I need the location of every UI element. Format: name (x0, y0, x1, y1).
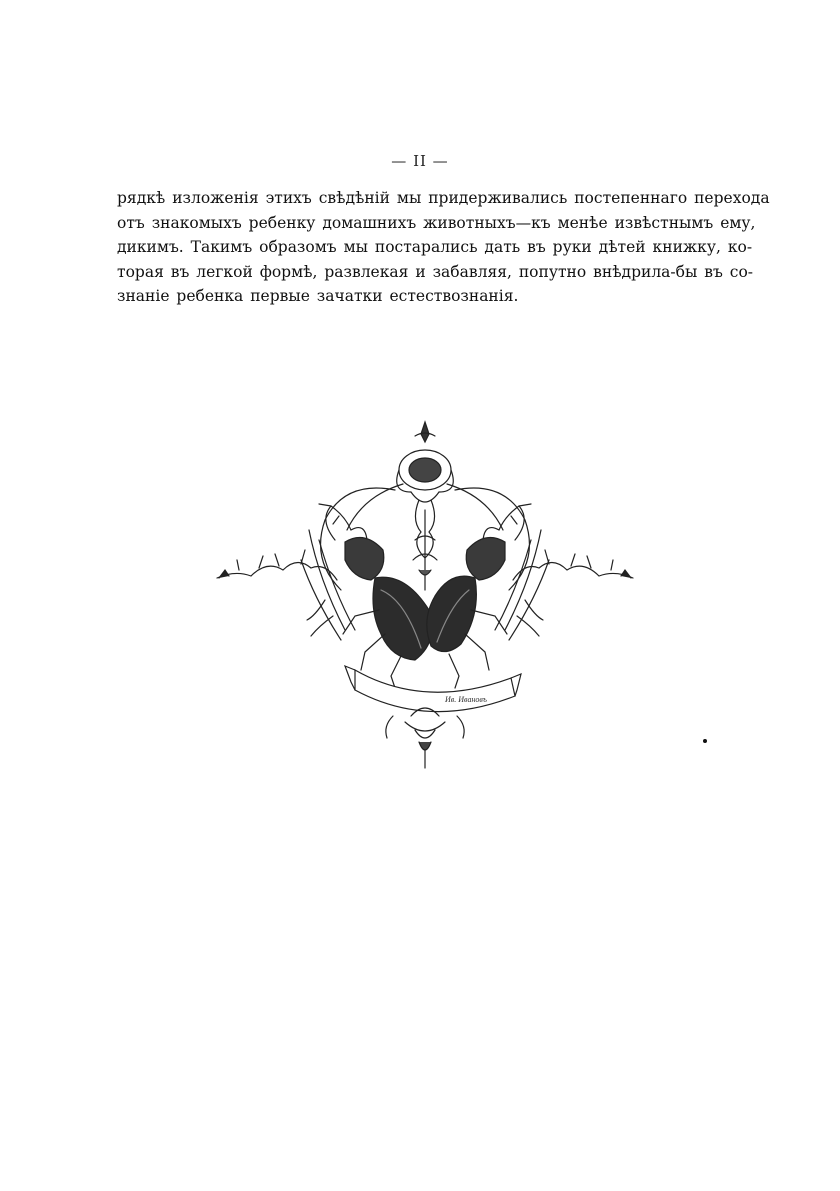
body-paragraph (117, 186, 770, 309)
text-line: отъ знакомыхъ ребенку домашнихъ животныхъ—къ менѣе извѣстнымъ ему, (117, 213, 756, 232)
text-line: рядкѣ изложенія этихъ свѣдѣній мы придерживались постепеннаго перехода (117, 189, 770, 207)
artist-signature: Ив. Ивановъ (445, 695, 487, 704)
page-number: — II — (391, 152, 449, 170)
text-line: торая въ легкой формѣ, развлекая и забавляя, попутно внѣдрила-бы въ со- (117, 262, 754, 281)
ink-speck (703, 739, 707, 743)
stag-beetle-vignette (215, 420, 635, 770)
text-line: дикимъ. Такимъ образомъ мы постарались дать въ руки дѣтей книжку, ко- (117, 238, 753, 256)
text-line: знаніе ребенка первые зачатки естествознанія. (117, 287, 519, 305)
